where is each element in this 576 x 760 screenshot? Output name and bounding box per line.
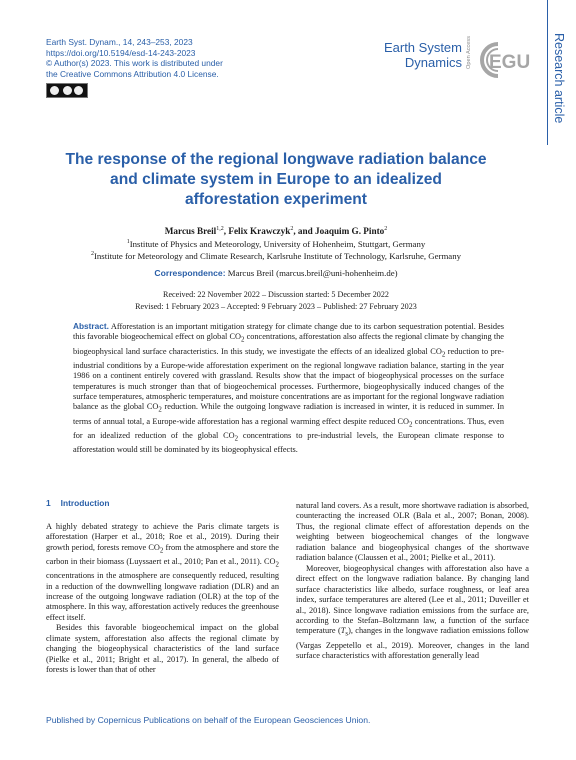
publisher-footer: Published by Copernicus Publications on behalf of the European Geosciences Union.	[46, 715, 371, 725]
sidebar-divider	[547, 0, 548, 145]
right-column	[296, 501, 529, 661]
left-column	[46, 522, 279, 676]
copyright-line: © Author(s) 2023. This work is distributed under	[46, 58, 223, 69]
abstract-label: Abstract.	[73, 321, 109, 331]
paragraph: natural land covers. As a result, more shortwave radiation is absorbed, counteracting the increased OLR (Bala et al., 2007; Bonan, 2008). Thus, the regional climate effect of afforestation depends on the weighting between biogeochemical changes of the longwave radiation balance and biogeophysical changes of the shortwave radiation balance (Claussen et al., 2001; Pielke et al., 2011).	[296, 501, 529, 563]
paper-title	[60, 150, 492, 210]
section-title: Introduction	[60, 498, 110, 508]
paragraph: Moreover, biogeophysical changes with afforestation also have a direct effect on the longwave radiation balance. By changing land surface characteristics like albedo, surface roughness, or leaf area index, surface temperatures are altered (Lee et al., 2011; Duveiller et al., 2018). Since longwave radiation emissions from the surface are, according to the Stefan–Boltzmann law, a function of the surface temperature $(T_s)$, changes in the longwave radiation emissions follow (Vargas Zeppetello et al., 2019). Moreover, changes in the land surface characteristics with afforestation generally lead	[296, 563, 529, 660]
author-list: Marcus Breil$^{1,2}$, Felix Krawczyk$^2$, and Joaquim G. Pinto$^2$	[164, 226, 388, 237]
egu-logo-icon	[478, 40, 532, 85]
title-line-2: and climate system in Europe to an idealized	[110, 171, 442, 188]
svg-text:EGU: EGU	[489, 52, 531, 73]
journal-line-2: Dynamics	[404, 55, 462, 70]
open-access-label: Open Access	[466, 36, 472, 69]
title-line-3: afforestation experiment	[185, 191, 367, 208]
journal-citation: Earth Syst. Dynam., 14, 243–253, 2023	[46, 37, 193, 47]
dates-line-1: Received: 22 November 2022 – Discussion started: 5 December 2022	[163, 290, 389, 299]
paragraph: A highly debated strategy to achieve the Paris climate targets is afforestation (Harper et al., 2018; Roe et al., 2019). During their growth period, forests remove $CO_2$ from the atmosphere and store the carbon in their biomass (Luyssaert et al., 2010; Pan et al., 2011). $CO_2$ concentrations in the atmosphere are consequently reduced, resulting in a reduction of the downwelling longwave radiation (DLR) and an increase of the outgoing longwave radiation (OLR) at the top of the atmosphere. In this way, afforestation actively reduces the greenhouse effect itself.	[46, 522, 279, 622]
dates-line-2: Revised: 1 February 2023 – Accepted: 9 February 2023 – Published: 27 February 2023	[135, 302, 417, 311]
paragraph: Besides this favorable biogeochemical impact on the global climate system, afforestation also affects the regional climate by changing the biogeophysical characteristics of the land surface (Pielke et al., 2011; Bright et al., 2017). In general, the albedo of forests is lower than that of other	[46, 623, 279, 675]
article-type-label: Research article	[552, 33, 566, 124]
article-type-sidebar	[547, 0, 576, 760]
affiliation-2: $^2$Institute for Meteorology and Climate Research, Karlsruhe Institute of Technology, Karlsruhe, Germany	[90, 251, 462, 261]
journal-name	[330, 40, 462, 70]
affiliation-1: $^1$Institute of Physics and Meteorology, University of Hohenheim, Stuttgart, Germany	[126, 239, 426, 249]
citation-header	[46, 37, 223, 79]
cc-by-badge-icon[interactable]	[46, 83, 88, 98]
title-line-1: The response of the regional longwave radiation balance	[65, 151, 487, 168]
author-name: Joaquim G. Pinto	[315, 226, 385, 237]
author-name: Felix Krawczyk	[228, 226, 291, 237]
author-name: Marcus Breil	[164, 226, 217, 237]
section-number: 1	[46, 498, 51, 508]
abstract: Abstract. Afforestation is an important mitigation strategy for climate change due to its carbon sequestration potential. Besides this favorable biogeochemical effect on global $CO_2$ concentrations, afforestation also affects the regional climate by changing the biogeophysical land surface characteristics. In this study, we investigate the effects of an idealized global $CO_2$ reduction to pre-industrial conditions by a Europe-wide afforestation experiment on the regional longwave radiation balance, starting in the year 1986 on a continent entirely covered with grassland. Results show that the impact of biogeophysical processes on the surface temperatures is much stronger than that of biogeochemical processes. Furthermore, biogeophysically induced changes of the surface temperatures, atmospheric temperatures, and moisture concentrations are as important for the regional longwave radiation balance as the global $CO_2$ reduction. While the outgoing longwave radiation is increased in winter, it is reduced in summer. In terms of annual total, a Europe-wide afforestation has a regional warming effect despite reduced $CO_2$ concentrations. Thus, even for an idealized reduction of the global $CO_2$ concentrations to pre-industrial levels, the European climate response to afforestation would still be dominated by its biogeophysical effects.	[73, 321, 504, 454]
license-link[interactable]: the Creative Commons Attribution 4.0 License.	[46, 68, 219, 79]
section-heading	[46, 498, 120, 508]
doi-link[interactable]: https://doi.org/10.5194/esd-14-243-2023	[46, 47, 196, 58]
journal-line-1: Earth System	[383, 40, 462, 55]
correspondence-email[interactable]: Marcus Breil (marcus.breil@uni-hohenheim.de)	[227, 268, 398, 278]
correspondence	[40, 268, 512, 278]
correspondence-label: Correspondence:	[154, 268, 226, 278]
